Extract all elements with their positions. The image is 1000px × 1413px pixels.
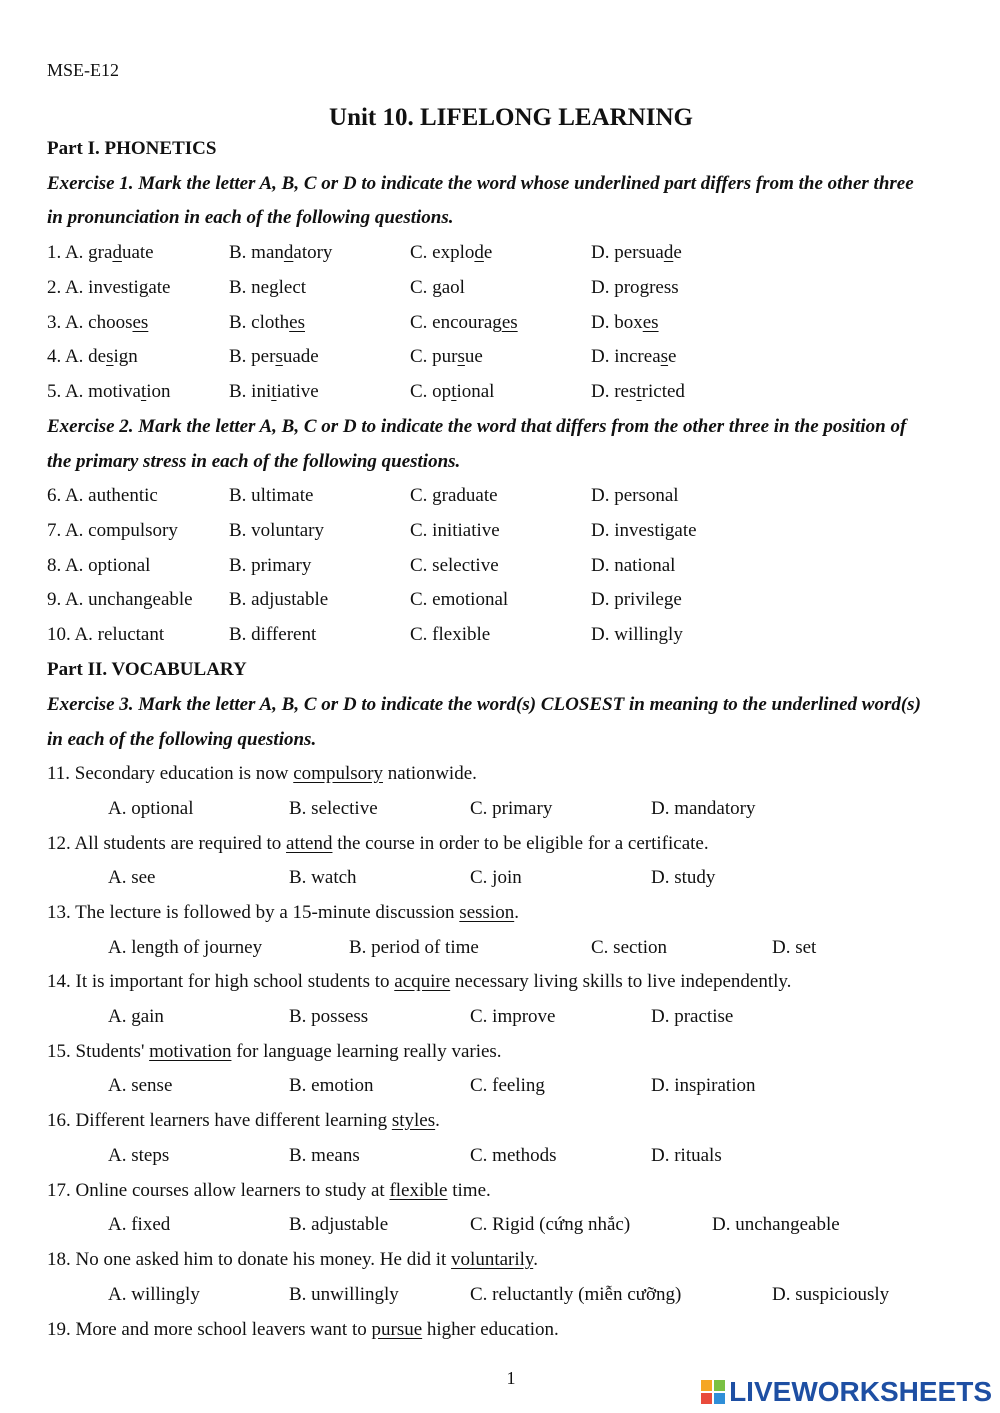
option-d[interactable]: D. persuade <box>591 242 682 263</box>
option-a[interactable]: A. fixed <box>108 1214 171 1235</box>
option-d[interactable]: D. study <box>651 867 716 888</box>
question-15-stem: 15. Students' motivation for language learning really varies. <box>47 1041 502 1062</box>
option-b[interactable]: B. unwillingly <box>289 1284 399 1305</box>
option-b[interactable]: B. ultimate <box>229 485 314 506</box>
option-c[interactable]: C. join <box>470 867 522 888</box>
option-a[interactable]: 10. A. reluctant <box>47 624 165 645</box>
option-a[interactable]: A. gain <box>108 1006 164 1027</box>
exercise2-instruction-line2: the primary stress in each of the following questions. <box>47 451 461 472</box>
brand-name: LIVEWORKSHEETS <box>729 1376 992 1407</box>
option-a[interactable]: A. length of journey <box>108 937 263 958</box>
question-17-stem: 17. Online courses allow learners to study at flexible time. <box>47 1180 491 1201</box>
question-10 <box>47 624 947 650</box>
question-7 <box>47 520 947 546</box>
option-a[interactable]: 7. A. compulsory <box>47 520 178 541</box>
option-b[interactable]: B. different <box>229 624 317 645</box>
option-b[interactable]: B. neglect <box>229 277 307 298</box>
question-19-stem: 19. More and more school leavers want to pursue higher education. <box>47 1319 559 1340</box>
option-b[interactable]: B. adjustable <box>229 589 329 610</box>
question-12-stem: 12. All students are required to attend the course in order to be eligible for a certificate. <box>47 833 709 854</box>
part1-heading: Part I. PHONETICS <box>47 138 217 159</box>
option-b[interactable]: B. selective <box>289 798 378 819</box>
option-c[interactable]: C. initiative <box>410 520 500 541</box>
option-c[interactable]: C. selective <box>410 555 499 576</box>
question-9 <box>47 589 947 615</box>
option-d[interactable]: D. practise <box>651 1006 734 1027</box>
page-number: 1 <box>506 1368 516 1388</box>
question-14-stem: 14. It is important for high school students to acquire necessary living skills to live independently. <box>47 971 792 992</box>
option-c[interactable]: C. section <box>591 937 667 958</box>
exercise1-instruction-line1: Exercise 1. Mark the letter A, B, C or D to indicate the word whose underlined part differs from the other three <box>47 173 914 194</box>
exercise2-instruction-line1: Exercise 2. Mark the letter A, B, C or D to indicate the word that differs from the other three in the position of <box>47 416 907 437</box>
option-a[interactable]: 5. A. motivation <box>47 381 171 402</box>
question-11-stem: 11. Secondary education is now compulsory nationwide. <box>47 763 477 784</box>
question-3 <box>47 312 947 338</box>
exercise3-instruction-line2: in each of the following questions. <box>47 729 317 750</box>
option-c[interactable]: C. graduate <box>410 485 498 506</box>
option-c[interactable]: C. Rigid (cứng nhắc) <box>470 1214 631 1235</box>
option-d[interactable]: D. unchangeable <box>712 1214 840 1235</box>
option-b[interactable]: B. persuade <box>229 346 319 367</box>
question-13-stem: 13. The lecture is followed by a 15-minute discussion session. <box>47 902 519 923</box>
option-c[interactable]: C. reluctantly (miễn cưỡng) <box>470 1284 682 1305</box>
option-d[interactable]: D. investigate <box>591 520 697 541</box>
option-c[interactable]: C. feeling <box>470 1075 545 1096</box>
question-12-options <box>47 867 947 893</box>
question-16-stem: 16. Different learners have different learning styles. <box>47 1110 440 1131</box>
option-c[interactable]: C. optional <box>410 381 495 402</box>
option-d[interactable]: D. increase <box>591 346 677 367</box>
option-d[interactable]: D. national <box>591 555 676 576</box>
option-a[interactable]: A. willingly <box>108 1284 200 1305</box>
exercise3-instruction-line1: Exercise 3. Mark the letter A, B, C or D to indicate the word(s) CLOSEST in meaning to the underlined word(s) <box>47 694 921 715</box>
question-6 <box>47 485 947 511</box>
option-c[interactable]: C. encourages <box>410 312 518 333</box>
option-d[interactable]: D. progress <box>591 277 679 298</box>
option-d[interactable]: D. set <box>772 937 817 958</box>
option-c[interactable]: C. methods <box>470 1145 557 1166</box>
question-15-options <box>47 1075 947 1101</box>
question-17-options <box>47 1214 947 1240</box>
option-d[interactable]: D. restricted <box>591 381 685 402</box>
question-13-options <box>47 937 947 963</box>
option-c[interactable]: C. pursue <box>410 346 483 367</box>
question-2 <box>47 277 947 303</box>
option-a[interactable]: A. sense <box>108 1075 173 1096</box>
option-a[interactable]: A. optional <box>108 798 194 819</box>
question-4 <box>47 346 947 372</box>
document-code: MSE-E12 <box>47 60 119 80</box>
question-14-options <box>47 1006 947 1032</box>
option-b[interactable]: B. voluntary <box>229 520 324 541</box>
liveworksheets-brand[interactable] <box>701 1375 992 1409</box>
question-18-options <box>47 1284 947 1310</box>
option-b[interactable]: B. emotion <box>289 1075 374 1096</box>
option-d[interactable]: D. personal <box>591 485 679 506</box>
option-b[interactable]: B. clothes <box>229 312 305 333</box>
option-c[interactable]: C. emotional <box>410 589 509 610</box>
question-8 <box>47 555 947 581</box>
liveworksheets-logo-icon <box>701 1380 725 1404</box>
option-c[interactable]: C. flexible <box>410 624 491 645</box>
option-b[interactable]: B. primary <box>229 555 312 576</box>
option-c[interactable]: C. primary <box>470 798 553 819</box>
option-d[interactable]: D. mandatory <box>651 798 756 819</box>
question-18-stem: 18. No one asked him to donate his money. He did it voluntarily. <box>47 1249 538 1270</box>
exercise1-instruction-line2: in pronunciation in each of the following questions. <box>47 207 454 228</box>
option-a[interactable]: A. steps <box>108 1145 170 1166</box>
option-d[interactable]: D. willingly <box>591 624 683 645</box>
option-b[interactable]: B. initiative <box>229 381 319 402</box>
option-b[interactable]: B. means <box>289 1145 360 1166</box>
option-d[interactable]: D. privilege <box>591 589 682 610</box>
part2-heading: Part II. VOCABULARY <box>47 659 247 680</box>
question-5 <box>47 381 947 407</box>
option-b[interactable]: B. watch <box>289 867 357 888</box>
option-d[interactable]: D. rituals <box>651 1145 722 1166</box>
question-1 <box>47 242 947 268</box>
option-a[interactable]: 2. A. investigate <box>47 277 171 298</box>
option-a[interactable]: 1. A. graduate <box>47 242 154 263</box>
option-a[interactable]: 3. A. chooses <box>47 312 149 333</box>
option-d[interactable]: D. inspiration <box>651 1075 756 1096</box>
option-a[interactable]: 4. A. design <box>47 346 138 367</box>
page-title: Unit 10. LIFELONG LEARNING <box>329 104 693 131</box>
option-d[interactable]: D. boxes <box>591 312 659 333</box>
option-a[interactable]: 8. A. optional <box>47 555 151 576</box>
question-11-options <box>47 798 947 824</box>
question-16-options <box>47 1145 947 1171</box>
option-d[interactable]: D. suspiciously <box>772 1284 890 1305</box>
option-b[interactable]: B. adjustable <box>289 1214 389 1235</box>
option-b[interactable]: B. mandatory <box>229 242 333 263</box>
option-a[interactable]: 6. A. authentic <box>47 485 158 506</box>
option-c[interactable]: C. improve <box>470 1006 556 1027</box>
option-b[interactable]: B. possess <box>289 1006 369 1027</box>
option-c[interactable]: C. gaol <box>410 277 465 298</box>
option-a[interactable]: 9. A. unchangeable <box>47 589 193 610</box>
option-a[interactable]: A. see <box>108 867 156 888</box>
option-b[interactable]: B. period of time <box>349 937 479 958</box>
option-c[interactable]: C. explode <box>410 242 493 263</box>
